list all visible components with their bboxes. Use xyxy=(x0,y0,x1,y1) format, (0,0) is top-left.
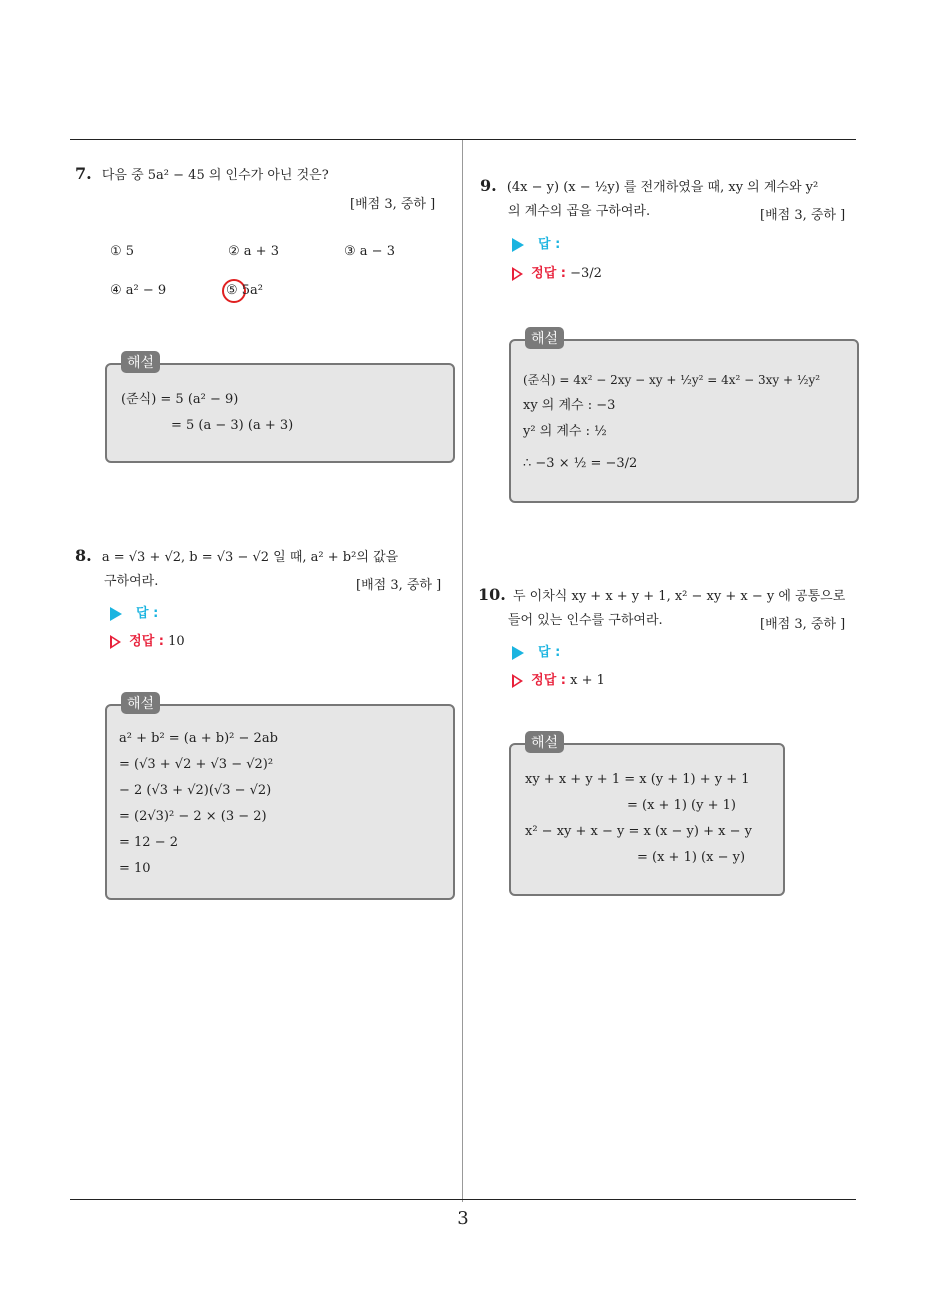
points-label: [배점 3, 중하 ] xyxy=(760,208,846,223)
question-text: 다음 중 5a² − 45 의 인수가 아닌 것은? xyxy=(101,168,329,183)
play-icon xyxy=(512,646,524,660)
question-text: 두 이차식 xy + x + y + 1, x² − xy + x − y 에 공통으로 xyxy=(512,589,846,604)
solution-line: y² 의 계수 : ½ xyxy=(523,424,607,439)
correct-value: −3/2 xyxy=(570,266,602,281)
solution-tag: 해설 xyxy=(121,351,160,373)
question-7 xyxy=(75,160,329,189)
top-rule xyxy=(70,139,856,140)
answer-row xyxy=(512,641,560,660)
question-text: (4x − y) (x − ½y) 를 전개하였을 때, xy 의 계수와 y² xyxy=(506,180,819,195)
solution-tag: 해설 xyxy=(121,692,160,714)
points-label: [배점 3, 중하 ] xyxy=(760,617,846,632)
solution-line: (준식) = 5 (a² − 9) xyxy=(121,392,239,407)
solution-tag: 해설 xyxy=(525,327,564,349)
column-divider xyxy=(462,140,463,1202)
solution-box-8 xyxy=(105,696,455,900)
solution-box-10 xyxy=(509,735,785,896)
solution-line: = 12 − 2 xyxy=(119,835,178,850)
page-number: 3 xyxy=(457,1208,469,1229)
outline-triangle-icon xyxy=(512,267,523,281)
solution-line: = 10 xyxy=(119,861,151,876)
play-icon xyxy=(110,607,122,621)
points-label: [배점 3, 중하 ] xyxy=(356,578,442,593)
choice-3[interactable]: ③ a − 3 xyxy=(344,244,395,259)
choice-1[interactable]: ① 5 xyxy=(110,244,135,259)
outline-triangle-icon xyxy=(110,635,121,649)
question-number: 10. xyxy=(478,585,506,604)
solution-line: ∴ −3 × ½ = −3/2 xyxy=(523,456,638,471)
points-label: [배점 3, 중하 ] xyxy=(350,197,436,212)
correct-row xyxy=(512,669,605,688)
question-9 xyxy=(480,172,818,201)
correct-label: 정답 : xyxy=(531,266,566,281)
correct-label: 정답 : xyxy=(129,634,164,649)
answer-label: 답 : xyxy=(538,645,561,660)
answer-row xyxy=(512,233,560,252)
bottom-rule xyxy=(70,1199,856,1200)
solution-line: = (x + 1) (x − y) xyxy=(637,850,746,865)
answer-row xyxy=(110,602,158,621)
question-number: 8. xyxy=(75,546,92,565)
solution-line: (준식) = 4x² − 2xy − xy + ½y² = 4x² − 3xy + ½y² xyxy=(523,373,821,387)
question-8 xyxy=(75,542,398,571)
question-number: 7. xyxy=(75,164,92,183)
correct-row xyxy=(110,630,185,649)
choice-4[interactable]: ④ a² − 9 xyxy=(110,283,167,298)
question-number: 9. xyxy=(480,176,497,195)
question-text-cont: 의 계수의 곱을 구하여라. xyxy=(508,204,651,219)
solution-line: = (√3 + √2 + √3 − √2)² xyxy=(119,757,274,772)
solution-box-7 xyxy=(105,355,455,463)
play-icon xyxy=(512,238,524,252)
outline-triangle-icon xyxy=(512,674,523,688)
choice-2[interactable]: ② a + 3 xyxy=(228,244,279,259)
question-text-cont: 구하여라. xyxy=(104,574,159,589)
solution-line: xy + x + y + 1 = x (y + 1) + y + 1 xyxy=(525,772,750,787)
answer-label: 답 : xyxy=(538,237,561,252)
solution-line: = (x + 1) (y + 1) xyxy=(627,798,736,813)
correct-label: 정답 : xyxy=(531,673,566,688)
question-text-cont: 들어 있는 인수를 구하여라. xyxy=(508,613,663,628)
solution-line: = (2√3)² − 2 × (3 − 2) xyxy=(119,809,267,824)
solution-line: a² + b² = (a + b)² − 2ab xyxy=(119,731,278,746)
question-10 xyxy=(478,581,845,610)
solution-tag: 해설 xyxy=(525,731,564,753)
solution-line: − 2 (√3 + √2)(√3 − √2) xyxy=(119,783,272,798)
correct-value: x + 1 xyxy=(570,673,605,688)
choice-5[interactable]: ⑤ 5a² xyxy=(226,283,264,298)
correct-row xyxy=(512,262,602,281)
solution-line: = 5 (a − 3) (a + 3) xyxy=(171,418,294,433)
question-text: a = √3 + √2, b = √3 − √2 일 때, a² + b²의 값을 xyxy=(101,550,399,565)
solution-box-9 xyxy=(509,331,859,503)
correct-value: 10 xyxy=(168,634,185,649)
solution-line: xy 의 계수 : −3 xyxy=(523,398,616,413)
solution-line: x² − xy + x − y = x (x − y) + x − y xyxy=(525,824,752,839)
answer-label: 답 : xyxy=(136,606,159,621)
